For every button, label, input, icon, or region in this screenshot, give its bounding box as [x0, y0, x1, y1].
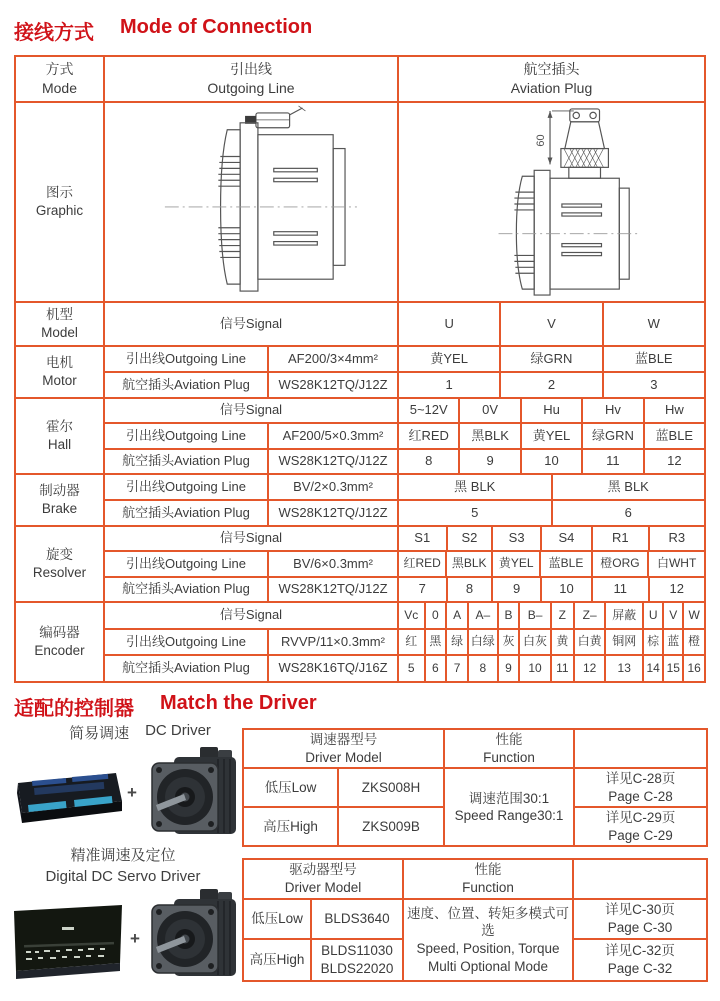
row-label: 引出线Outgoing Line [105, 347, 269, 371]
value-cell: 8 [399, 450, 460, 473]
value-cell: 蓝BLE [541, 552, 592, 575]
value-cell: 5 [399, 501, 553, 525]
servo-driver-caption: 精准调速及定位 Digital DC Servo Driver [45, 847, 201, 885]
signal-name: B– [520, 603, 551, 628]
brake-group [16, 475, 704, 527]
signal-name: Hu [522, 399, 583, 422]
value-cell: 11 [583, 450, 644, 473]
signal-name: V [664, 603, 684, 628]
connection-table [14, 55, 706, 683]
dc-driver-caption: 简易调速 DC Driver [69, 722, 211, 742]
value-cell: 10 [522, 450, 583, 473]
section-title-zh: 适配的控制器 [14, 698, 134, 720]
value-cell: 11 [552, 656, 575, 681]
motor-label: 电机 Motor [16, 347, 105, 397]
signal-name: R1 [593, 527, 649, 550]
driver-model: BLDS3640 [311, 899, 403, 939]
value-cell: 白黄 [575, 630, 606, 655]
driver-model-header: 调速器型号 Driver Model [243, 729, 444, 768]
model-row [16, 303, 704, 347]
value-cell: 白灰 [520, 630, 551, 655]
servo-motor-photo [144, 745, 240, 841]
voltage-level: 低压Low [243, 768, 338, 807]
phase-cell: W [647, 315, 660, 331]
row-label: 引出线Outgoing Line [105, 424, 269, 447]
plug-spec: WS28K12TQ/J12Z [269, 373, 399, 397]
empty-header [573, 859, 707, 899]
value-cell: 10 [542, 578, 593, 601]
value-cell: 红 [399, 630, 426, 655]
outgoing-line-drawing [105, 103, 399, 301]
resolver-group [16, 527, 704, 603]
value-cell: 黑BLK [447, 552, 493, 575]
value-cell: 白WHT [656, 556, 697, 571]
table-row [243, 768, 707, 807]
signal-cell: 信号Signal [105, 527, 399, 550]
value-cell: 13 [606, 656, 644, 681]
encoder-group [16, 603, 704, 681]
voltage-level: 高压High [243, 939, 311, 981]
value-cell: 蓝 [664, 630, 684, 655]
value-cell: 绿GRN [501, 347, 603, 371]
value-cell: 2 [501, 373, 603, 397]
hall-group [16, 399, 704, 475]
value-cell: 1 [399, 373, 501, 397]
signal-cell: 信号Signal [105, 603, 399, 628]
dc-driver-box-photo [12, 767, 124, 829]
value-cell: 12 [575, 656, 606, 681]
value-cell: 7 [399, 578, 448, 601]
value-cell: 14 [644, 656, 664, 681]
signal-name: Z– [575, 603, 606, 628]
row-label: 引出线Outgoing Line [105, 475, 269, 499]
wire-spec: BV/6×0.3mm² [269, 552, 399, 575]
function-header: 性能 Function [444, 729, 574, 768]
row-label: 航空插头Aviation Plug [105, 501, 269, 525]
row-label: 引出线Outgoing Line [105, 630, 269, 655]
value-cell: 黑 BLK [607, 478, 649, 494]
value-cell: 7 [447, 656, 469, 681]
brake-label: 制动器 Brake [16, 475, 105, 525]
servo-driver-board-photo [10, 901, 126, 981]
value-cell: 蓝BLE [655, 427, 694, 443]
row-label: 航空插头Aviation Plug [105, 656, 269, 681]
plug-spec: WS28K12TQ/J12Z [269, 578, 399, 601]
signal-name: 5~12V [399, 399, 460, 422]
value-cell: 5 [399, 656, 426, 681]
function-cell: 速度、位置、转矩多模式可选 Speed, Position, Torque Multi Optional Mode [403, 899, 573, 981]
aviation-plug-drawing [399, 103, 704, 301]
plug-spec: WS28K12TQ/J12Z [269, 450, 399, 473]
value-cell: 蓝BLE [635, 350, 673, 366]
header-outgoing-line: 引出线 Outgoing Line [105, 57, 399, 101]
value-cell: 11 [593, 578, 649, 601]
value-cell: 黑 BLK [399, 475, 553, 499]
motor-plug-view-drawing [402, 105, 702, 299]
value-cell: 15 [664, 656, 684, 681]
driver-model: ZKS009B [338, 807, 444, 846]
value-cell: 黄YEL [493, 552, 541, 575]
wire-spec: RVVP/11×0.3mm² [269, 630, 399, 655]
phase-cell: U [399, 303, 501, 345]
model-label: 机型 Model [16, 303, 105, 345]
signal-cell: 信号Signal [105, 303, 399, 345]
table-row [243, 729, 707, 768]
graphic-row [16, 103, 704, 303]
value-cell: 黑 [426, 630, 448, 655]
hall-label: 霍尔 Hall [16, 399, 105, 473]
value-cell: 3 [650, 376, 658, 392]
value-cell: 橙 [688, 634, 701, 649]
wire-spec: AF200/5×0.3mm² [269, 424, 399, 447]
value-cell: 橙ORG [593, 552, 650, 575]
value-cell: 12 [669, 580, 685, 596]
row-label: 航空插头Aviation Plug [105, 373, 269, 397]
signal-name: R3 [668, 530, 686, 546]
header-aviation-plug: 航空插头 Aviation Plug [510, 61, 593, 96]
value-cell: 8 [469, 656, 499, 681]
signal-name: A [447, 603, 469, 628]
value-cell: 白绿 [469, 630, 499, 655]
page-ref: 详见C-29页 Page C-29 [574, 807, 707, 846]
section-title-connection [14, 16, 312, 45]
section-title-en: Mode of Connection [120, 16, 313, 38]
empty-header [574, 729, 707, 768]
section-title-zh: 接线方式 [14, 22, 94, 44]
signal-name: W [688, 607, 700, 622]
dim-60-label: 60 [534, 134, 547, 147]
signal-name: U [644, 603, 664, 628]
plug-spec: WS28K12TQ/J12Z [269, 501, 399, 525]
dc-driver-table [242, 728, 708, 847]
signal-name: B [499, 603, 521, 628]
value-cell: 6 [624, 504, 632, 520]
driver-model-header: 驱动器型号 Driver Model [243, 859, 403, 899]
header-mode: 方式 Mode [16, 57, 105, 101]
phase-cell: V [501, 303, 603, 345]
plus-sign: + [130, 929, 140, 948]
wire-spec: BV/2×0.3mm² [269, 475, 399, 499]
signal-name: 0 [426, 603, 448, 628]
section-title-driver [14, 692, 317, 721]
signal-name: Hv [583, 399, 644, 422]
driver-model: BLDS11030 BLDS22020 [311, 939, 403, 981]
signal-name: 屏蔽 [606, 603, 644, 628]
motor-group [16, 347, 704, 399]
voltage-level: 高压High [243, 807, 338, 846]
page-ref: 详见C-28页 Page C-28 [574, 768, 707, 807]
resolver-label: 旋变 Resolver [16, 527, 105, 601]
voltage-level: 低压Low [243, 899, 311, 939]
value-cell: 绿GRN [583, 424, 644, 447]
row-label: 引出线Outgoing Line [105, 552, 269, 575]
row-label: 航空插头Aviation Plug [105, 450, 269, 473]
page-ref: 详见C-30页 Page C-30 [573, 899, 707, 939]
value-cell: 9 [460, 450, 521, 473]
table-header-row [16, 57, 704, 103]
signal-name: S3 [493, 527, 542, 550]
function-header: 性能 Function [403, 859, 573, 899]
section-title-en: Match the Driver [160, 692, 317, 714]
graphic-label: 图示 Graphic [16, 103, 105, 301]
value-cell: 黄 [552, 630, 575, 655]
value-cell: 黄YEL [399, 347, 501, 371]
signal-name: A– [469, 603, 499, 628]
plus-sign: + [127, 783, 137, 802]
wire-spec: AF200/3×4mm² [269, 347, 399, 371]
value-cell: 9 [499, 656, 521, 681]
value-cell: 红RED [399, 552, 447, 575]
value-cell: 16 [687, 660, 701, 675]
value-cell: 6 [426, 656, 448, 681]
driver-model: ZKS008H [338, 768, 444, 807]
servo-motor-photo [144, 887, 240, 983]
value-cell: 10 [520, 656, 551, 681]
signal-name: Vc [399, 603, 426, 628]
signal-name: Hw [664, 402, 684, 418]
plug-spec: WS28K16TQ/J16Z [269, 656, 399, 681]
value-cell: 绿 [447, 630, 469, 655]
signal-name: 0V [460, 399, 521, 422]
motor-side-view-drawing [107, 105, 395, 299]
value-cell: 黑BLK [460, 424, 521, 447]
value-cell: 灰 [499, 630, 521, 655]
value-cell: 红RED [399, 424, 460, 447]
signal-name: Z [552, 603, 575, 628]
signal-name: S4 [542, 527, 593, 550]
dc-driver-photo-group [10, 745, 242, 845]
value-cell: 8 [448, 578, 494, 601]
table-row [243, 859, 707, 899]
signal-name: S1 [399, 527, 448, 550]
servo-driver-photo-group [8, 885, 240, 987]
page-ref: 详见C-32页 Page C-32 [573, 939, 707, 981]
function-cell: 调速范围30:1 Speed Range30:1 [444, 768, 574, 846]
signal-name: S2 [448, 527, 494, 550]
value-cell: 黄YEL [522, 424, 583, 447]
row-label: 航空插头Aviation Plug [105, 578, 269, 601]
signal-cell: 信号Signal [105, 399, 399, 422]
servo-driver-table [242, 858, 708, 982]
encoder-label: 编码器 Encoder [16, 603, 105, 681]
value-cell: 9 [493, 578, 542, 601]
value-cell: 棕 [644, 630, 664, 655]
table-row [243, 899, 707, 939]
value-cell: 12 [667, 452, 682, 468]
value-cell: 铜网 [606, 630, 644, 655]
